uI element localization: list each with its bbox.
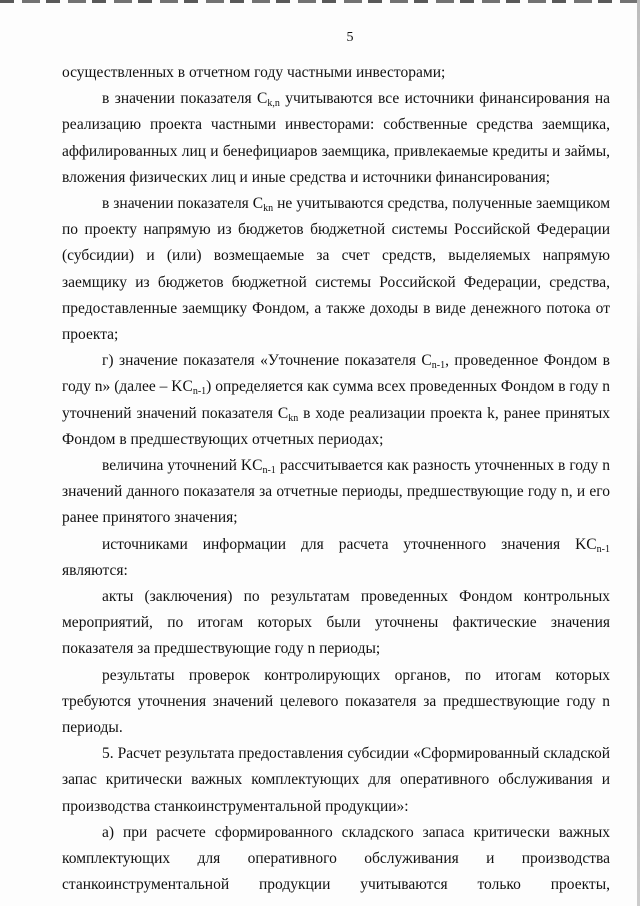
page-number: 5 — [346, 30, 354, 45]
paragraph-3: в значении показателя $C_{kn}$ не учитываются средства, полученные заемщиком по проекту напрямую из бюджетов бюджетной системы Российской Федерации (субсидии) и (или) возмещаемые за счет средств, выделяемых напрямую заемщику из бюджетов бюджетной системы Российской Федерации, средства, предоставленные заемщику Фондом, а также доходы в виде денежного потока от проекта; — [62, 195, 610, 344]
scan-artifact-top — [0, 0, 640, 3]
paragraph-10: а) при расчете сформированного складского запаса критически важных комплектующих для оперативного обслуживания и производства станкоинструментальной продукции учитываются только проекты, — [62, 823, 610, 894]
document-body — [62, 60, 610, 899]
paragraph-8: результаты проверок контролирующих органов, по итогам которых требуются уточнения значений целевого показателя за предшествующие году n периоды. — [62, 666, 610, 737]
paragraph-7: акты (заключения) по результатам проведенных Фондом контрольных мероприятий, по итогам которых были уточнены фактические значения показателя за предшествующие году n периоды; — [62, 588, 610, 658]
paragraph-9: 5. Расчет результата предоставления субсидии «Сформированный складской запас критически важных комплектующих для оперативного обслуживания и производства станкоинструментальной продукции»: — [62, 745, 610, 815]
paragraph-4: г) значение показателя «Уточнение показателя $C_{n-1}$, проведенное Фондом в году n» (далее – $KC_{n-1}$) определяется как сумма всех проведенных Фондом в году n уточнений значений показателя $C_{kn}$ в ходе реализации проекта k, ранее принятых Фондом в предшествующих отчетных периодах; — [62, 352, 610, 448]
paragraph-1: осуществленных в отчетном году частными инвесторами; — [62, 64, 446, 81]
paragraph-6: источниками информации для расчета уточненного значения $KC_{n-1}$ являются: — [62, 535, 610, 579]
paragraph-2: в значении показателя $C_{k,n}$ учитываются все источники финансирования на реализацию проекта частными инвесторами: собственные средства заемщика, аффилированных лиц и бенефициаров заемщика, привлекаемые кредиты и займы, вложения физических лиц и иные средства и источники финансирования; — [62, 90, 611, 186]
paragraph-5: величина уточнений $KC_{n-1}$ рассчитывается как разность уточненных в году n значений данного показателя за отчетные периоды, предшествующие году n, и его ранее принятого значения; — [62, 457, 610, 527]
